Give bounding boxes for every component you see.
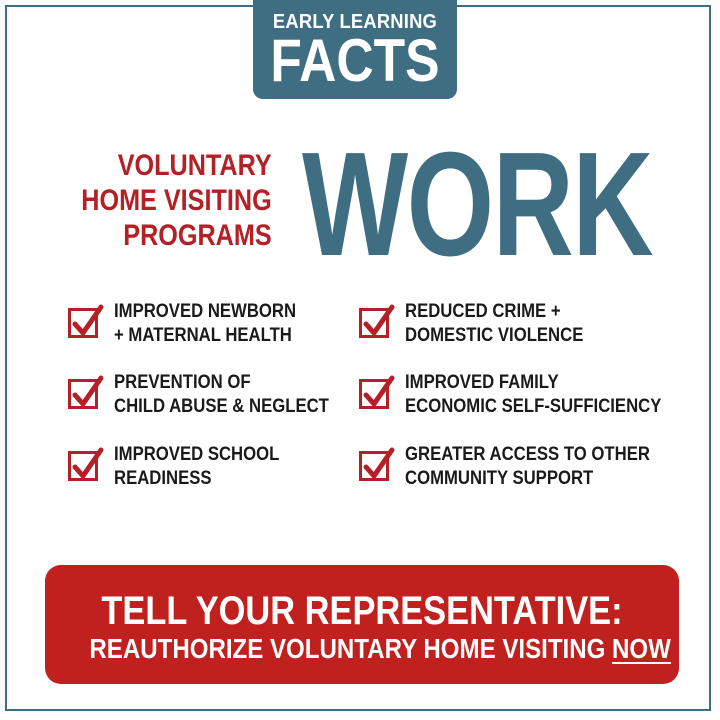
benefit-text: IMPROVED FAMILY ECONOMIC SELF-SUFFICIENCY — [405, 372, 662, 417]
benefit-item — [68, 300, 321, 348]
tab-subtitle: EARLY LEARNING — [272, 11, 438, 33]
benefit-text: PREVENTION OF CHILD ABUSE & NEGLECT — [114, 372, 329, 417]
benefit-item — [359, 443, 683, 491]
cta-subheading: REAUTHORIZE VOLUNTARY HOME VISITING NOW — [89, 633, 671, 664]
cta-emphasis: NOW — [612, 633, 671, 664]
benefit-item — [359, 300, 608, 348]
checkbox-check-icon — [68, 379, 98, 409]
headline-line: VOLUNTARY — [118, 149, 272, 182]
checkbox-check-icon — [68, 451, 98, 481]
checkbox-check-icon — [359, 379, 389, 409]
checkbox-check-icon — [359, 308, 389, 338]
checkbox-check-icon — [359, 451, 389, 481]
benefit-text: IMPROVED NEWBORN + MATERNAL HEALTH — [114, 301, 297, 346]
benefit-item — [68, 371, 358, 419]
benefit-text: IMPROVED SCHOOL READINESS — [114, 444, 280, 489]
benefit-text: GREATER ACCESS TO OTHER COMMUNITY SUPPORT — [405, 444, 650, 489]
headline-line: PROGRAMS — [123, 219, 272, 252]
headline-line: HOME VISITING — [81, 184, 272, 217]
headline-subject — [82, 148, 272, 253]
benefit-item — [68, 443, 302, 491]
benefit-text: REDUCED CRIME + DOMESTIC VIOLENCE — [405, 301, 584, 346]
tab-title: FACTS — [270, 27, 440, 94]
benefit-item — [359, 371, 696, 419]
header-tab — [253, 0, 457, 99]
cta-heading: TELL YOUR REPRESENTATIVE: — [101, 589, 623, 633]
headline-work: WORK — [302, 122, 653, 287]
checkbox-check-icon — [68, 308, 98, 338]
call-to-action-banner — [45, 565, 679, 684]
